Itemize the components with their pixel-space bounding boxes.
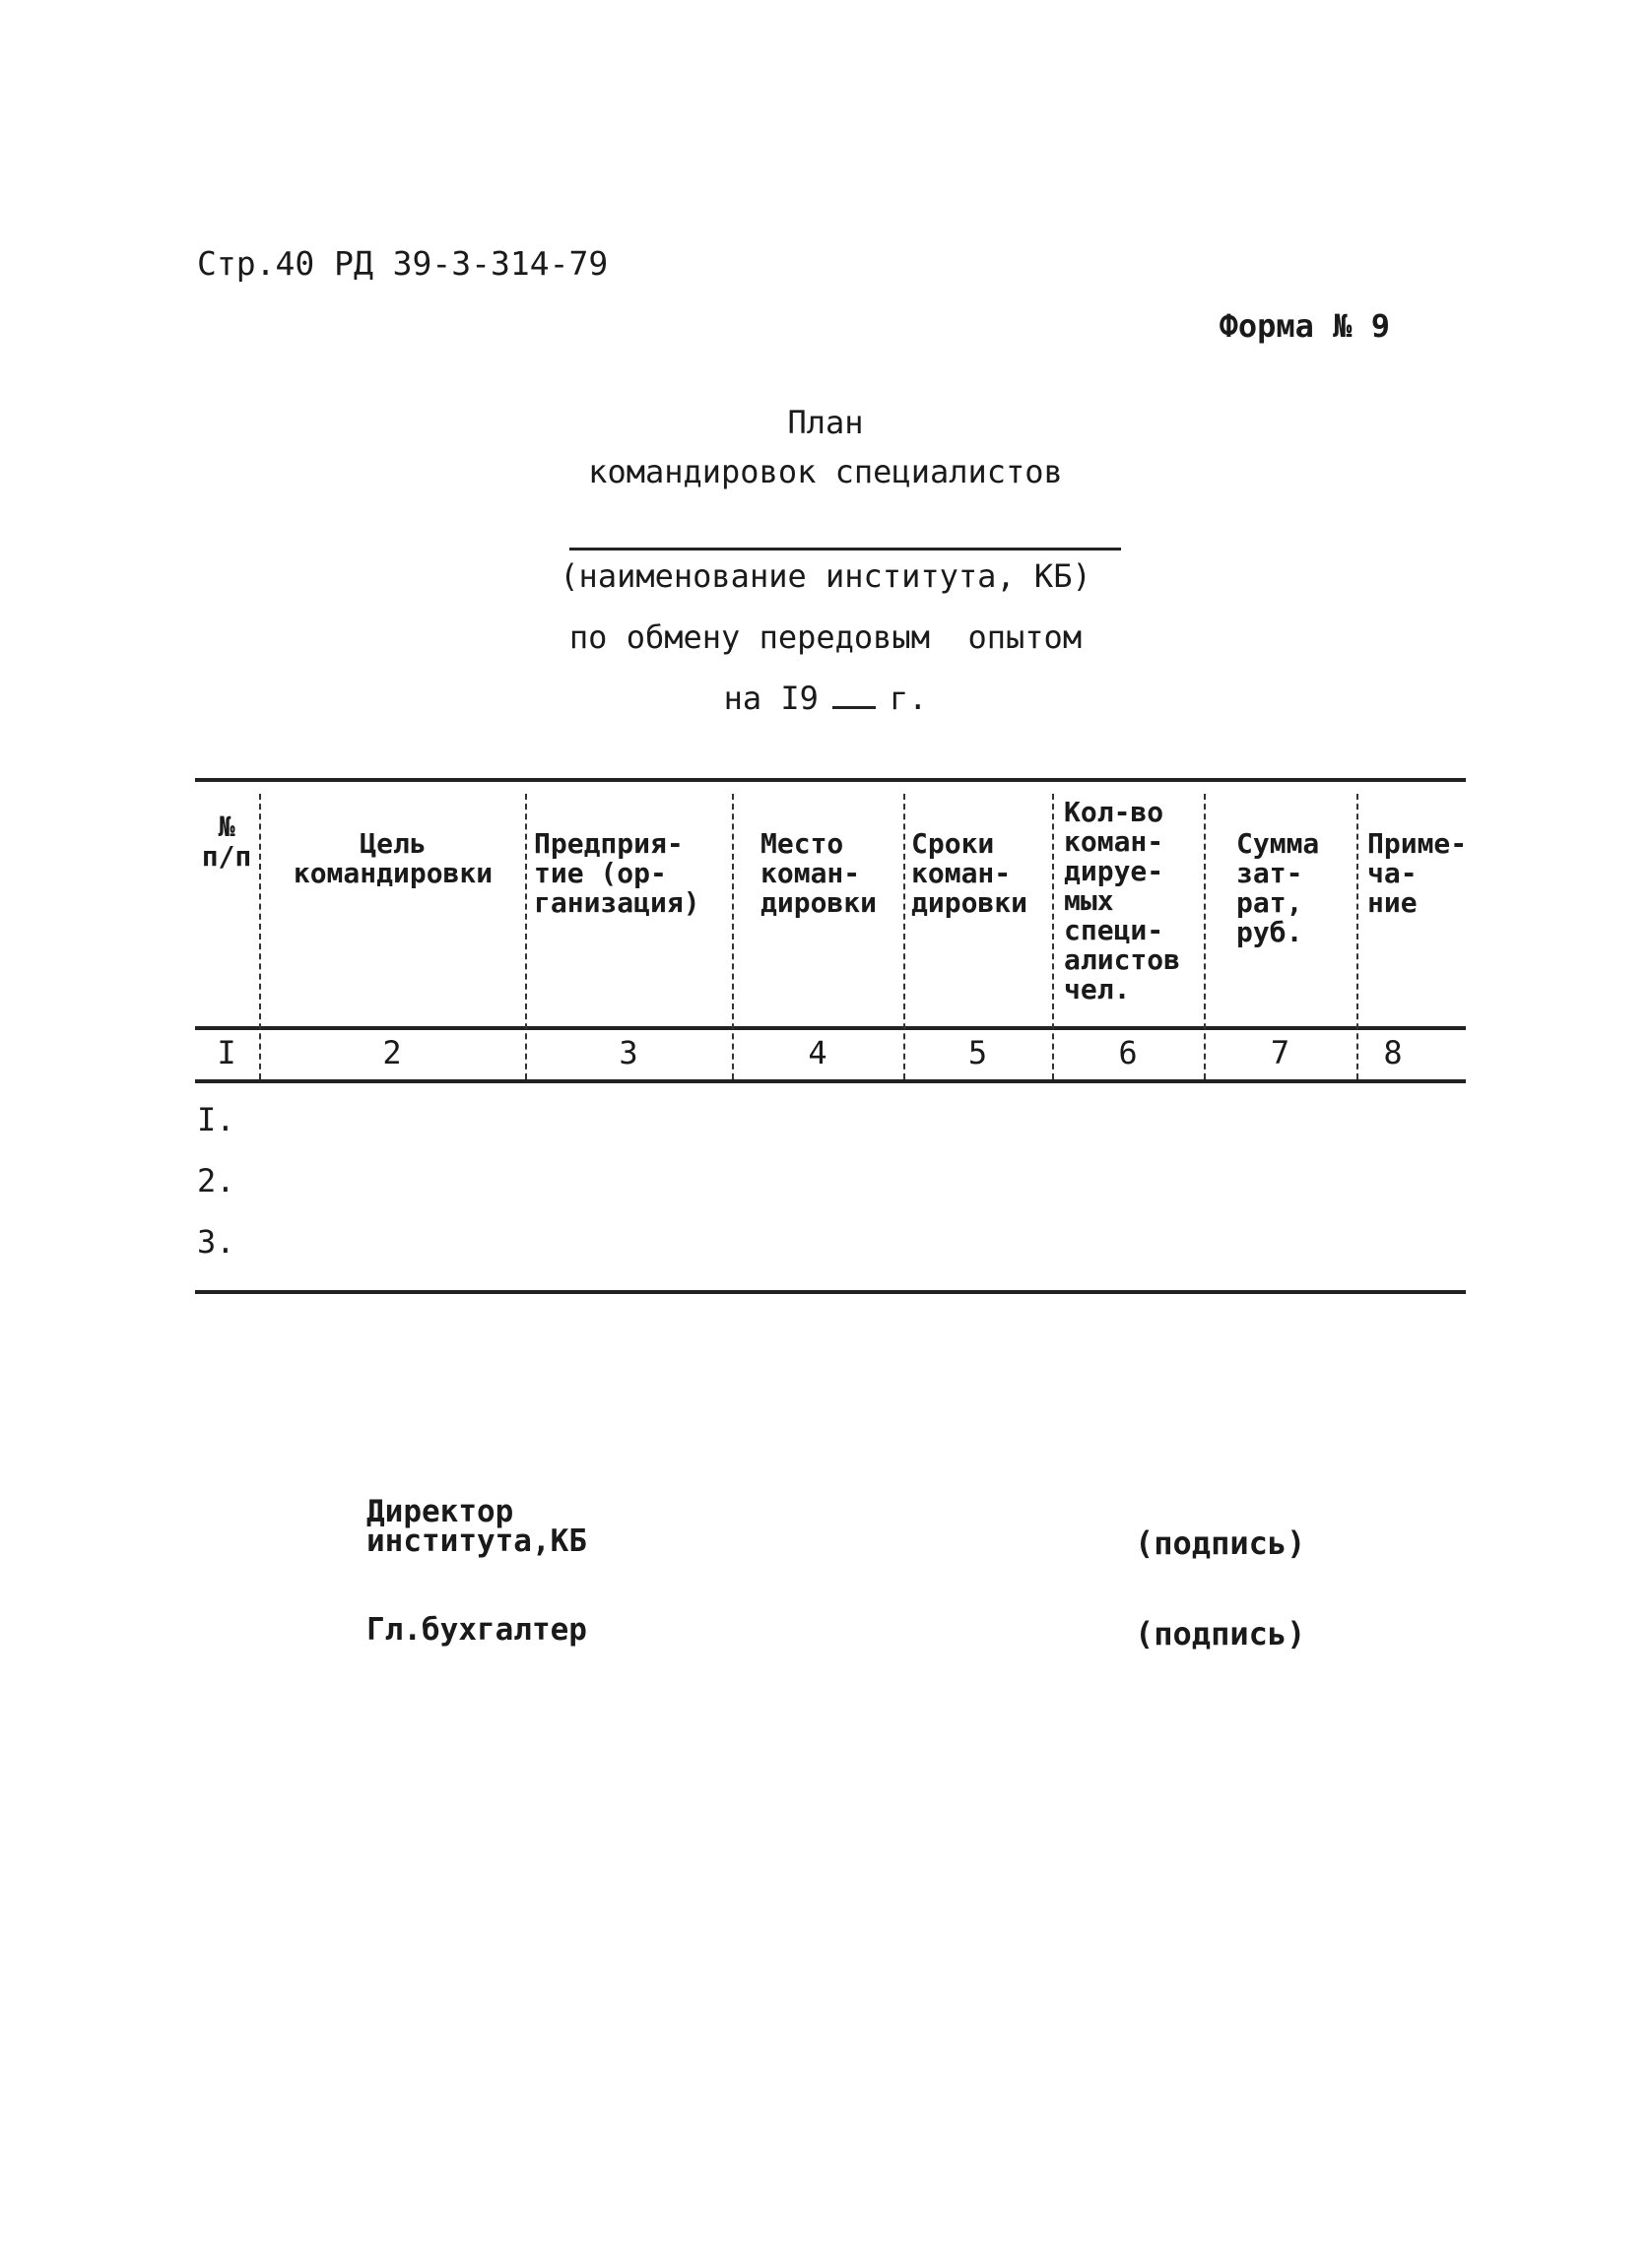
col-header-dates: Сроки коман- дировки <box>911 827 1028 919</box>
year-blank <box>832 684 876 709</box>
col-header-enterprise: Предприя- тие (ор- ганизация) <box>534 827 700 919</box>
col-number: 7 <box>1270 1034 1290 1071</box>
title-purpose: по обмену передовым опытом <box>568 618 1083 656</box>
col-header-notes: Приме- ча- ние <box>1367 827 1468 919</box>
table-row-number: 2. <box>197 1162 235 1199</box>
col-number: 2 <box>382 1034 402 1071</box>
table-row-number: I. <box>197 1101 235 1138</box>
col-header-cost: Сумма зат- рат, руб. <box>1236 827 1320 948</box>
title-year <box>0 680 1651 717</box>
table-row-number: 3. <box>197 1223 235 1261</box>
title-plan: План <box>787 404 864 441</box>
col-number: 5 <box>967 1034 988 1071</box>
institute-caption: (наименование института, КБ) <box>560 557 1091 595</box>
page-reference: Стр.40 РД 39-3-314-79 <box>197 244 609 283</box>
col-number: 6 <box>1118 1034 1138 1071</box>
table-header-rule <box>195 1026 1466 1030</box>
institute-blank-line <box>569 548 1121 551</box>
accountant-label: Гл.бухгалтер <box>366 1612 587 1648</box>
year-suffix: г. <box>889 680 928 717</box>
accountant-signature-caption: (подпись) <box>1135 1615 1306 1652</box>
col-number: 4 <box>808 1034 827 1071</box>
director-signature-caption: (подпись) <box>1135 1524 1306 1562</box>
table-top-rule <box>195 778 1466 782</box>
col-header-purpose: Цель командировки <box>293 827 494 889</box>
col-number: I <box>217 1034 236 1071</box>
col-header-place: Место коман- дировки <box>760 827 878 919</box>
table-bottom-rule <box>195 1290 1466 1294</box>
table-numbers-rule <box>195 1079 1466 1083</box>
title-subject: командировок специалистов <box>588 453 1063 490</box>
year-prefix: на I9 <box>723 680 819 717</box>
form-number: Форма № 9 <box>1219 307 1390 345</box>
col-header-count: Кол-во коман- дируе- мых специ- алистов чел. <box>1064 796 1181 1005</box>
col-number: 8 <box>1383 1034 1403 1071</box>
col-header-number: № п/п <box>201 810 252 873</box>
col-number: 3 <box>619 1034 638 1071</box>
director-label: Директор института,КБ <box>366 1494 587 1559</box>
